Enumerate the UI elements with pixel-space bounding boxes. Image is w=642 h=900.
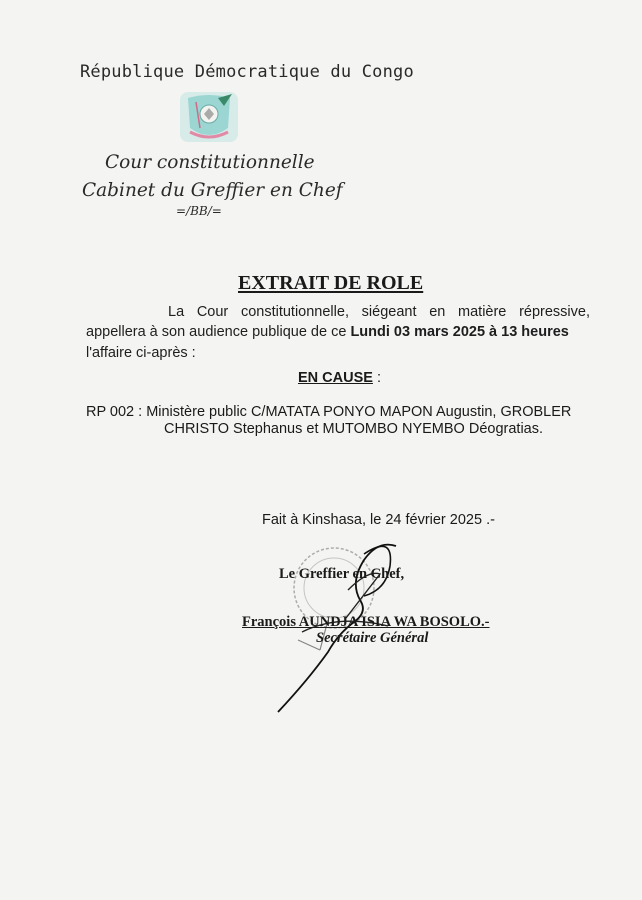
body-line-2 (86, 324, 569, 340)
body-line-1: La Cour constitutionnelle, siégeant en matière répressive, (168, 304, 590, 320)
body-line-2-prefix: appellera à son audience publique de ce (86, 324, 351, 340)
place-and-date: Fait à Kinshasa, le 24 février 2025 .- (262, 512, 495, 528)
en-cause-suffix: : (372, 370, 381, 386)
body-line-3: l'affaire ci-après : (86, 345, 196, 361)
signatory-name: François AUNDJA ISIA WA BOSOLO.- (242, 614, 490, 630)
court-name: Cour constitutionnelle (105, 152, 315, 173)
case-line-2: CHRISTO Stephanus et MUTOMBO NYEMBO Déogratias. (164, 421, 544, 437)
coat-of-arms-emblem (174, 88, 244, 148)
en-cause-heading (298, 370, 381, 386)
case-line-1: RP 002 : Ministère public C/MATATA PONYO MAPON Augustin, GROBLER (86, 404, 572, 420)
hearing-date: Lundi 03 mars 2025 à 13 heures (350, 324, 569, 340)
reference-code: =/BB/= (176, 204, 222, 218)
signatory-role: Le Greffier en Chef, (279, 566, 405, 582)
country-name: République Démocratique du Congo (80, 62, 414, 82)
en-cause-label: EN CAUSE (298, 370, 373, 386)
signatory-title: Secrétaire Général (316, 630, 429, 646)
office-name: Cabinet du Greffier en Chef (82, 180, 343, 201)
document-title: EXTRAIT DE ROLE (238, 272, 424, 294)
